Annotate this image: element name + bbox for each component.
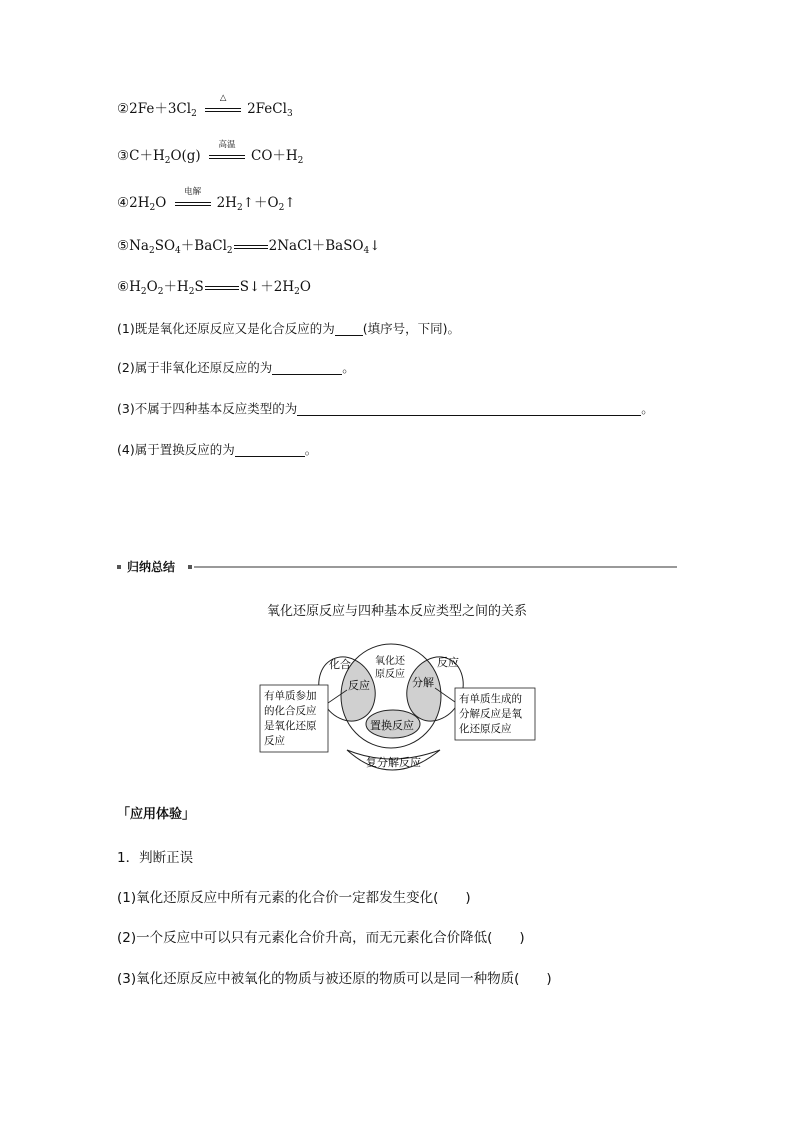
precipitate-arrow: ↓ [369,238,381,254]
formula-part: 2NaCl＋BaSO [268,238,364,254]
question-text: (填序号，下同)。 [362,321,460,336]
equation-number: ⑥ [117,279,130,295]
equation-3 [117,139,304,170]
bullet-square [188,565,192,569]
equals-sign [234,242,268,252]
reaction-condition-arrow [209,139,245,162]
formula-part: O [146,279,158,295]
formula-part: S↓＋2H [239,279,295,295]
condition-electrolysis: 电解 [184,186,202,197]
question-4 [117,441,317,459]
subscript: 2 [297,156,304,166]
label-redox-2: 原反应 [375,669,405,680]
question-1 [117,320,460,338]
equation-number: ③ [117,148,130,164]
bullet-square [117,565,121,569]
reaction-condition-arrow [205,92,241,115]
answer-blank[interactable] [335,321,363,336]
formula-part: O [299,279,311,295]
reactants: O(g) [170,148,201,164]
formula-part: SO [154,238,176,254]
subscript: 4 [363,246,370,256]
subscript: 2 [236,203,243,213]
subscript: 2 [157,287,164,297]
equation-number: ⑤ [117,238,130,254]
reactants: O [155,195,167,211]
left-note-line-1: 有单质参加 [264,690,317,702]
question-text: (2)属于非氧化还原反应的为 [117,360,273,375]
equation-number: ④ [117,195,130,211]
answer-blank[interactable] [297,401,641,416]
subscript: 2 [148,246,155,256]
condition-heat: △ [219,92,227,103]
subscript: 2 [278,203,285,213]
right-note-line-1: 有单质生成的 [459,693,522,705]
true-false-item: (1)氧化还原反应中所有元素的化合价一定都发生变化( ) [117,890,471,906]
subscript: 2 [191,109,197,119]
equation-5 [117,237,381,260]
application-heading: 「应用体验」 [117,807,196,822]
products: 2FeCl [247,101,287,117]
question-text: 。 [641,401,654,416]
summary-title: 归纳总结 [127,560,176,574]
formula-part: H [129,279,141,295]
formula-part: ＋BaCl [180,238,227,254]
answer-blank[interactable] [272,360,342,375]
formula-part: S [194,279,204,295]
subscript: 2 [188,287,195,297]
products: 2H [216,195,237,211]
products: ↑＋O [242,195,279,211]
question-text: (1)既是氧化还原反应又是化合反应的为 [117,321,335,336]
condition-high-temp: 高温 [218,139,236,150]
right-note-line-2: 分解反应是氧 [459,708,522,720]
question-text: 。 [342,360,355,375]
reaction-relationship-diagram [250,640,550,790]
subscript: 3 [286,109,293,119]
exercise-title: 1．判断正误 [117,850,194,866]
label-decomposition-1: 反应 [437,656,459,669]
formula-part: ＋H [163,279,189,295]
subscript: 2 [140,287,147,297]
question-2 [117,359,355,377]
reactants: 2Fe＋3Cl [129,101,192,117]
label-double-decomposition: 复分解反应 [366,756,421,769]
reaction-condition-arrow [175,186,211,209]
gas-arrow: ↑ [284,195,296,211]
label-combination-2: 反应 [348,679,370,692]
label-combination-1: 化合 [329,658,351,671]
answer-blank[interactable] [235,442,305,457]
left-note-line-2: 的化合反应 [264,705,317,717]
question-text: (3)不属于四种基本反应类型的为 [117,401,298,416]
reactants: C＋H [129,148,165,164]
question-3 [117,400,654,418]
label-redox-1: 氧化还 [375,656,405,667]
right-note-line-3: 化还原反应 [459,723,512,735]
equation-number: ② [117,101,130,117]
question-text: (4)属于置换反应的为 [117,442,235,457]
left-note-line-4: 反应 [264,735,285,747]
subscript: 2 [149,203,156,213]
left-note-line-3: 是氧化还原 [264,720,317,732]
true-false-item: (2)一个反应中可以只有元素化合价升高，而无元素化合价降低( ) [117,930,525,946]
label-displacement: 置换反应 [370,719,414,732]
divider [194,566,677,568]
equation-4 [117,186,296,217]
products: CO＋H [251,148,298,164]
equals-sign [205,283,239,293]
diagram-title: 氧化还原反应与四种基本反应类型之间的关系 [266,604,527,619]
label-decomposition-2: 分解 [412,676,434,689]
question-text: 。 [304,442,318,457]
summary-heading [117,560,677,574]
reactants: 2H [129,195,150,211]
subscript: 2 [164,156,171,166]
equation-2 [117,92,293,123]
subscript: 4 [175,246,181,256]
subscript: 2 [226,246,233,256]
equation-6 [117,278,311,301]
formula-part: Na [129,238,149,254]
true-false-item: (3)氧化还原反应中被氧化的物质与被还原的物质可以是同一种物质( ) [117,971,552,987]
subscript: 2 [294,287,300,297]
